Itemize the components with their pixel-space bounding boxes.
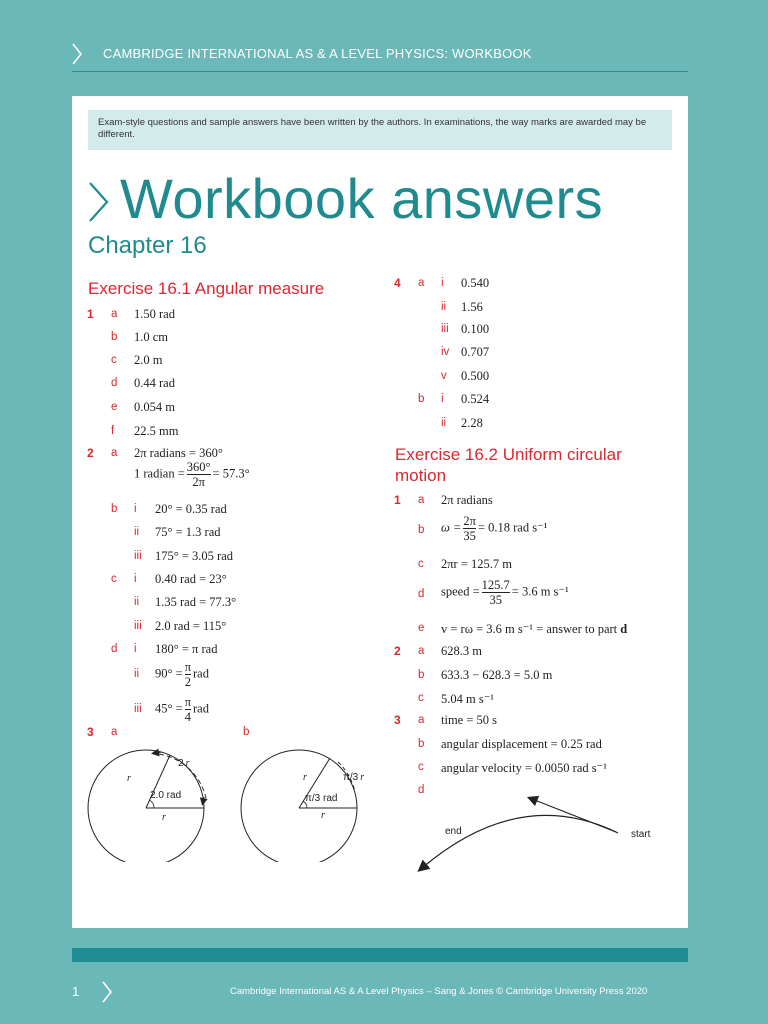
answer-text: 180° = π rad: [155, 642, 218, 656]
svg-text:r: r: [127, 773, 131, 784]
answer-text: 2.0 m: [134, 353, 163, 367]
part-label: a: [418, 714, 425, 726]
svg-text:r: r: [162, 812, 166, 823]
answer-text: 0.44 rad: [134, 376, 175, 390]
subpart-label: ii: [441, 417, 447, 429]
part-label: c: [418, 558, 424, 570]
running-header: CAMBRIDGE INTERNATIONAL AS & A LEVEL PHYSICS: WORKBOOK: [103, 46, 532, 61]
part-label: d: [418, 588, 425, 600]
answer-text: 0.524: [461, 392, 490, 406]
subpart-label: i: [441, 393, 444, 405]
answer-text: 75° = 1.3 rad: [155, 525, 221, 539]
answer-text: 22.5 mm: [134, 424, 179, 438]
part-label: a: [111, 447, 118, 459]
svg-text:2r: 2 r: [178, 758, 190, 769]
subpart-label: i: [134, 643, 137, 655]
chapter-heading: Chapter 16: [88, 232, 207, 259]
header-divider: [72, 71, 688, 72]
question-number: 2: [87, 446, 94, 460]
subpart-label: iii: [441, 323, 449, 335]
answer-text: 2πr = 125.7 m: [441, 557, 512, 571]
subpart-label: i: [441, 277, 444, 289]
question-number: 1: [87, 307, 94, 321]
circle-diagram-2rad: [82, 742, 228, 862]
svg-text:r: r: [303, 772, 307, 783]
answer-text: 1.50 rad: [134, 307, 175, 321]
answer-text: 1.0 cm: [134, 330, 169, 344]
chevron-right-icon: [70, 42, 84, 66]
chevron-right-icon[interactable]: [100, 980, 114, 1004]
curved-path-diagram: [410, 790, 672, 882]
subpart-label: iv: [441, 346, 450, 358]
part-label: b: [111, 503, 118, 515]
question-number: 3: [394, 713, 401, 727]
answer-text: 628.3 m: [441, 644, 482, 658]
svg-text:π/3r: π/3 r: [343, 772, 365, 783]
answer-text: 0.707: [461, 345, 490, 359]
chevron-right-icon: [86, 180, 112, 224]
question-number: 3: [87, 725, 94, 739]
part-label: c: [111, 573, 117, 585]
answer-text: 20° = 0.35 rad: [155, 502, 227, 516]
part-label: b: [418, 524, 425, 536]
notice-text: Exam-style questions and sample answers have been written by the authors. In examinations, the way marks are awarded may be different.: [98, 117, 647, 140]
question-number: 1: [394, 493, 401, 507]
part-label: d: [111, 377, 118, 389]
page-title: Workbook answers: [120, 167, 604, 230]
answer-text: 0.540: [461, 276, 490, 290]
subpart-label: iii: [134, 703, 142, 715]
answer-text: 2.28: [461, 416, 483, 430]
answer-fraction: ω = $\frac{2\pi}{35}$ = 0.18 rad s⁻¹: [441, 514, 548, 543]
circle-diagram-pi-3rad: [235, 742, 381, 862]
part-label: f: [111, 425, 115, 437]
answer-text: 2π radians = 360°: [134, 446, 223, 460]
answer-text: 633.3 − 628.3 = 5.0 m: [441, 668, 553, 682]
subpart-label: iii: [134, 550, 142, 562]
part-label: c: [418, 761, 424, 773]
part-label: a: [418, 494, 425, 506]
answer-text: 2.0 rad = 115°: [155, 619, 227, 633]
answer-fraction: 45° = $\frac{\pi}{4}$ rad: [155, 695, 209, 724]
answer-text: v = rω = 3.6 m s⁻¹ = answer to part d: [441, 622, 628, 636]
page-number: 1: [72, 984, 80, 999]
part-label: d: [418, 784, 425, 796]
answer-fraction: speed = $\frac{125.7}{35}$ = 3.6 m s⁻¹: [441, 578, 569, 607]
part-label: a: [418, 645, 425, 657]
svg-text:end: end: [445, 826, 462, 837]
part-label: b: [243, 726, 250, 738]
part-label: e: [111, 401, 118, 413]
answer-fraction: 90° = $\frac{\pi}{2}$ rad: [155, 660, 209, 689]
subpart-label: ii: [134, 668, 140, 680]
part-label: b: [418, 393, 425, 405]
part-label: a: [111, 726, 118, 738]
subpart-label: ii: [134, 526, 140, 538]
subpart-label: v: [441, 370, 447, 382]
exercise-16-1-heading: Exercise 16.1 Angular measure: [88, 279, 325, 298]
answer-text: 2π radians: [441, 493, 493, 507]
part-label: a: [111, 308, 118, 320]
svg-text:r: r: [321, 810, 325, 821]
answer-text: 175° = 3.05 rad: [155, 549, 234, 563]
answer-text: 0.500: [461, 369, 490, 383]
answer-text: 1.35 rad = 77.3°: [155, 595, 237, 609]
subpart-label: ii: [441, 301, 447, 313]
question-number: 2: [394, 644, 401, 658]
subpart-label: i: [134, 503, 137, 515]
part-label: a: [418, 277, 425, 289]
part-label: e: [418, 622, 425, 634]
answer-text: 0.054 m: [134, 400, 175, 414]
part-label: d: [111, 643, 118, 655]
svg-text:start: start: [631, 829, 651, 840]
subpart-label: i: [134, 573, 137, 585]
part-label: b: [111, 331, 118, 343]
answer-text: 0.40 rad = 23°: [155, 572, 227, 586]
answer-text: angular displacement = 0.25 rad: [441, 737, 602, 751]
answer-text: 0.100: [461, 322, 490, 336]
part-label: c: [111, 354, 117, 366]
part-label: b: [418, 669, 425, 681]
part-label: c: [418, 692, 424, 704]
svg-text:2.0 rad: 2.0 rad: [150, 790, 182, 801]
exercise-16-2-heading: Exercise 16.2 Uniform circular motion: [395, 445, 622, 485]
subpart-label: ii: [134, 596, 140, 608]
footer-copyright: Cambridge International AS & A Level Physics – Sang & Jones © Cambridge University Press 2020: [230, 986, 648, 997]
answer-fraction: 1 radian = $\frac{360^\circ}{2\pi}$ = 57.3°: [134, 460, 250, 489]
question-number: 4: [394, 276, 401, 290]
footer-bar: [72, 948, 688, 962]
svg-text:π/3 rad: π/3 rad: [305, 793, 338, 804]
answer-text: 1.56: [461, 300, 483, 314]
part-label: b: [418, 738, 425, 750]
answer-text: 5.04 m s⁻¹: [441, 692, 495, 706]
subpart-label: iii: [134, 620, 142, 632]
answer-text: time = 50 s: [441, 713, 498, 727]
answer-text: angular velocity = 0.0050 rad s⁻¹: [441, 761, 607, 775]
